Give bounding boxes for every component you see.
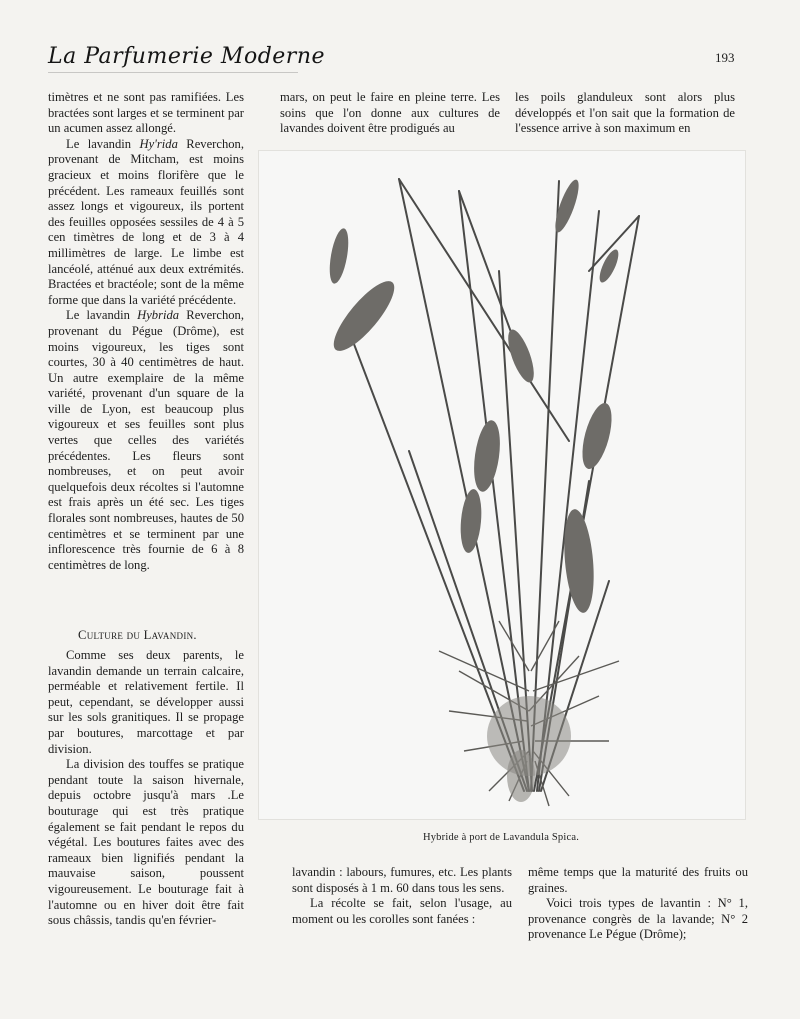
paragraph-text: Voici trois types de lavantin : N° 1, provenance congrès de la lavande; N° 2 provenance Le Pégue (Drôme); [528,896,748,942]
paragraph-hyrida [48,137,244,309]
lavender-plant-illustration [259,151,745,819]
paragraph-text: mars, on peut le faire en pleine terre. Les soins que l'on donne aux cultures de lavandes doivent être prodigués au [280,90,500,136]
left-column-upper [48,90,244,573]
masthead-underline [48,72,298,73]
masthead-title: La Parfumerie Moderne [48,44,326,69]
right-column-top [515,90,735,137]
right-column-bottom [528,865,748,943]
flower-spikes [325,177,622,614]
text-run: Le lavandin [66,136,140,151]
paragraph-continuation: timètres et ne sont pas ramifiées. Les bractées sont larges et se terminent par un acumen assez allongé. [48,90,244,136]
page-number: 193 [715,50,735,65]
paragraph-text: lavandin : labours, fumures, etc. Les plants sont disposés à 1 m. 60 dans tous les sens. [292,865,512,895]
paragraph-division: La division des touffes se pratique pendant toute la saison hivernale, depuis octobre jusqu'à mars .Le bouturage qui est très pratique également se fait pendant le repos du végétal. Les boutures faites avec des rameaux bien lignifiés pendant la mauvaise saison, poussent vigoureusement. Le bouturage fait à l'automne ou en hiver doit être fait sous châssis, tandis qu'en février- [48,757,244,928]
middle-column-bottom [292,865,512,927]
left-column-lower [48,648,244,929]
species-name: Hy'rida [139,136,178,151]
section-heading: Culture du Lavandin. [78,628,197,642]
text-run: Reverchon, provenant du Pégue (Drôme), est moins vigoureux, les tiges sont courtes, 30 à 40 centimètres de haut. Un autre exemplaire de la même variété, provenant d'un square de la ville de Lyon, est beaucoup plus vigoureux et ses feuilles sont plus vertes que celles des variétés précédentes. Les fleurs sont nombreuses, et on peut avoir quelquefois deux récoltes si l'automne est frais après un été sec. Les tiges florales sont nombreuses, hautes de 50 centimètres et se terminent par une inflorescence très fournie de 6 à 8 centimètres de long. [48,308,244,572]
figure-caption: Hybride à port de Lavandula Spica. [422,832,580,843]
text-run: Le lavandin [66,308,138,323]
middle-column-top [280,90,500,137]
species-name: Hybrida [137,308,180,323]
paragraph-text: La récolte se fait, selon l'usage, au moment ou les corolles sont fanées : [292,896,512,926]
paragraph-text: les poils glanduleux sont alors plus développés et l'on sait que la formation de l'essence arrive à son maximum en [515,90,735,136]
paragraph-hybrida [48,308,244,573]
text-run: Reverchon, provenant de Mitcham, est moins gracieux et moins florifère que le précédent. Les rameaux feuillés sont assez longs et vigoureux, ils portent des feuilles opposées sessiles de 4 à 5 cen timètres de long et de 3 à 4 millimètres de large. Le limbe est lancéolé, atténué aux deux extrémités. Bractées et bractéole; sont de la même forme que dans la variété précédente. [48,136,244,307]
paragraph-text: même temps que la maturité des fruits ou graines. [528,865,748,895]
root-mass [487,696,571,802]
plant-photograph [258,150,746,820]
paragraph-culture: Comme ses deux parents, le lavandin demande un terrain calcaire, perméable et relativement fertile. Il peut, cependant, se développer aussi sur les sols granitiques. Il se propage par boutures, marcottage et par division. [48,648,244,756]
